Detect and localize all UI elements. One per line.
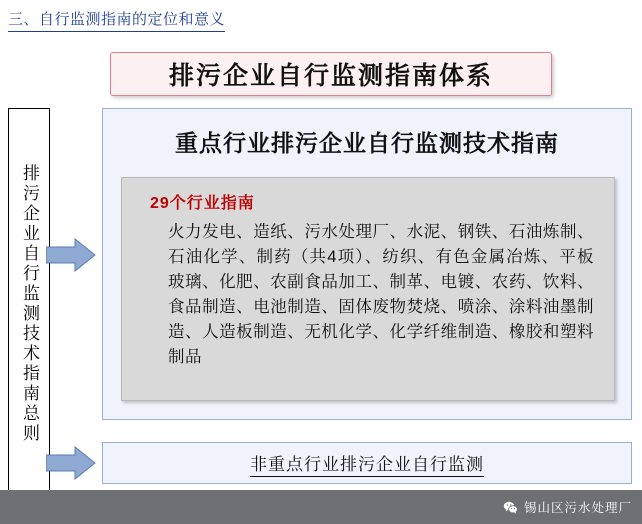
industry-count-label: 29个行业指南 [150,195,255,212]
diagram-title-text: 排污企业自行监测指南体系 [168,62,493,90]
non-key-industry-text: 非重点行业排污企业自行监测 [250,450,484,477]
diagram-title-banner [110,52,552,96]
arrow-right-icon-key [46,238,96,272]
wechat-icon [503,500,518,515]
left-vertical-label-box [8,108,50,500]
key-industry-panel [102,108,632,420]
non-key-industry-bar [102,442,632,484]
left-vertical-label-text: 排污企业自行监测技术指南总则 [20,164,39,444]
footer-watermark-text: 锡山区污水处理厂 [523,501,632,515]
section-heading: 三、自行监测指南的定位和意义 [8,8,225,32]
industry-list-box [121,177,615,401]
industry-list-text: 火力发电、造纸、污水处理厂、水泥、钢铁、石油炼制、石油化学、制药（共4项）、纺织、有色金属冶炼、平板玻璃、化肥、农副食品加工、制革、电镀、农药、饮料、食品制造、电池制造、固体废物焚烧、喷涂、涂料油墨制造、人造板制造、无机化学、化学纤维制造、橡胶和塑料制品 [168,223,594,366]
footer-watermark-bar [0,490,642,524]
arrow-right-icon-non-key [46,446,96,480]
key-industry-panel-title: 重点行业排污企业自行监测技术指南 [175,130,559,156]
